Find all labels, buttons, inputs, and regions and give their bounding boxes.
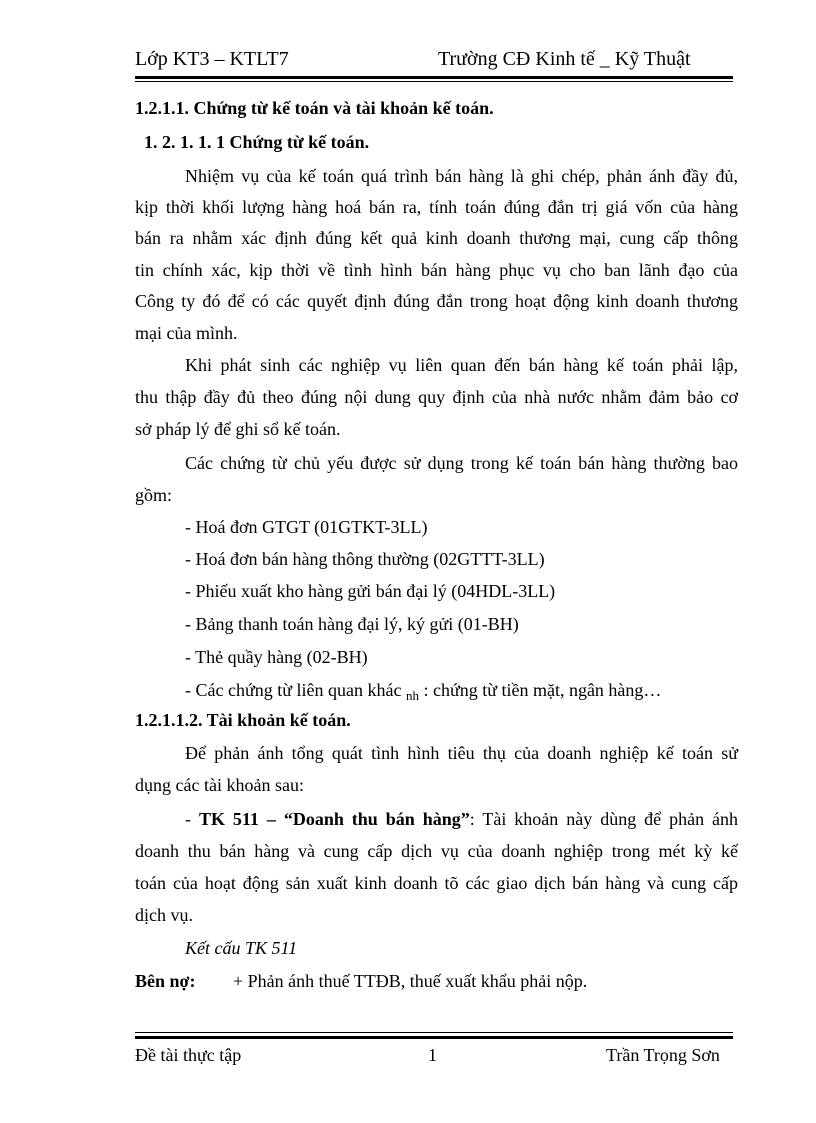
footer-author: Trần Trọng Sơn bbox=[606, 1045, 720, 1065]
paragraph-1-line: mại của mình. bbox=[135, 323, 238, 343]
ben-no-label: Bên nợ: bbox=[135, 971, 196, 991]
paragraph-1-line: Nhiệm vụ của kế toán quá trình bán hàng là ghi chép, phản ánh đầy đủ, bbox=[185, 166, 738, 186]
paragraph-1-line: tin chính xác, kịp thời về tình hình bán hàng phục vụ cho ban lãnh đạo của bbox=[135, 260, 738, 280]
paragraph-5-line: dịch vụ. bbox=[135, 905, 193, 925]
tk511-line bbox=[185, 802, 738, 836]
header-school: Trường CĐ Kinh tế _ Kỹ Thuật bbox=[438, 48, 691, 70]
ket-cau-label: Kết cấu TK 511 bbox=[185, 938, 298, 958]
paragraph-3-line: gồm: bbox=[135, 485, 173, 505]
footer-topic: Đề tài thực tập bbox=[135, 1045, 242, 1065]
paragraph-5-line: doanh thu bán hàng và cung cấp dịch vụ của doanh nghiệp trong mét kỳ kế bbox=[135, 841, 738, 861]
heading-1-2-1-1: 1.2.1.1. Chứng từ kế toán và tài khoản kế toán. bbox=[135, 98, 494, 118]
paragraph-2-line: Khi phát sinh các nghiệp vụ liên quan đến bán hàng kế toán phải lập, bbox=[185, 355, 738, 375]
header-class: Lớp KT3 – KTLT7 bbox=[135, 48, 289, 70]
tk511-title: TK 511 – “Doanh thu bán hàng” bbox=[198, 809, 470, 829]
header-rule-thin bbox=[135, 81, 733, 82]
paragraph-1-line: kịp thời khối lượng hàng hoá bán ra, tính toán đúng đắn trị giá vốn của hàng bbox=[135, 197, 738, 217]
tk511-dash: - bbox=[185, 809, 199, 829]
footer-rule-thick bbox=[135, 1036, 733, 1039]
header-rule-thick bbox=[135, 76, 733, 79]
list-item-subscript: nh bbox=[405, 688, 419, 703]
list-item: - Phiếu xuất kho hàng gửi bán đại lý (04HDL-3LL) bbox=[185, 581, 556, 601]
tk511-desc: : Tài khoản này dùng để phản ánh bbox=[469, 809, 739, 829]
paragraph-2-line: sở pháp lý để ghi sổ kế toán. bbox=[135, 419, 341, 439]
paragraph-4-line: dụng các tài khoản sau: bbox=[135, 775, 304, 795]
list-item-text: - Các chứng từ liên quan khác bbox=[185, 680, 402, 700]
heading-1-2-1-1-2: 1.2.1.1.2. Tài khoản kế toán. bbox=[135, 710, 351, 730]
paragraph-5-line: toán của hoạt động sản xuất kinh doanh tõ các giao dịch bán hàng và cung cấp bbox=[135, 873, 738, 893]
ben-no-text: + Phản ánh thuế TTĐB, thuế xuất khẩu phải nộp. bbox=[233, 971, 588, 991]
list-item: - Hoá đơn bán hàng thông thường (02GTTT-3LL) bbox=[185, 549, 545, 569]
paragraph-1-line: Công ty đó để có các quyết định đúng đắn trong hoạt động kinh doanh thương bbox=[135, 291, 738, 311]
footer-rule-thin bbox=[135, 1032, 733, 1033]
list-item: - Hoá đơn GTGT (01GTKT-3LL) bbox=[185, 517, 428, 537]
paragraph-3-line: Các chứng từ chủ yếu được sử dụng trong kế toán bán hàng thường bao bbox=[185, 453, 738, 473]
list-item-text-tail: : chứng từ tiền mặt, ngân hàng… bbox=[423, 680, 662, 700]
paragraph-4-line: Để phản ánh tổng quát tình hình tiêu thụ của doanh nghiệp kế toán sử bbox=[185, 743, 738, 763]
page-number: 1 bbox=[428, 1045, 437, 1065]
list-item: - Bảng thanh toán hàng đại lý, ký gửi (01-BH) bbox=[185, 614, 519, 634]
heading-1-2-1-1-1: 1. 2. 1. 1. 1 Chứng từ kế toán. bbox=[144, 132, 370, 152]
paragraph-2-line: thu thập đầy đủ theo đúng nội dung quy định của nhà nước nhằm đảm bảo cơ bbox=[135, 387, 738, 407]
paragraph-1-line: bán ra nhằm xác định đúng kết quả kinh doanh thương mại, cung cấp thông bbox=[135, 228, 738, 248]
list-item: - Thẻ quầy hàng (02-BH) bbox=[185, 647, 368, 667]
